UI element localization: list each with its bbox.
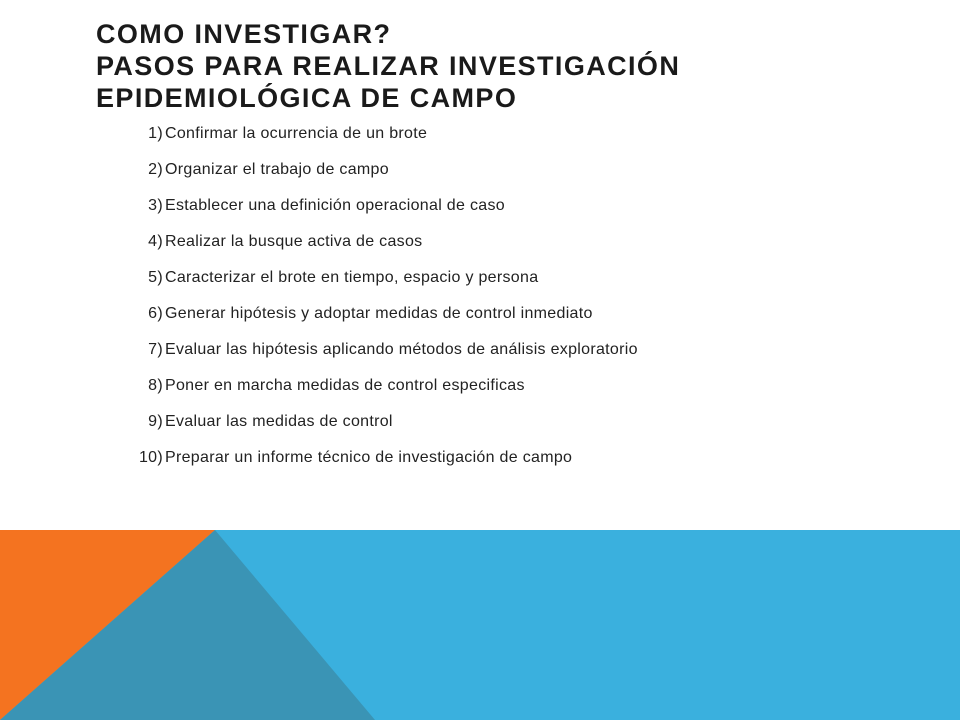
- step-text: Evaluar las hipótesis aplicando métodos de análisis exploratorio: [165, 341, 638, 358]
- step-item-9: [104, 413, 638, 449]
- step-number: 8): [148, 377, 163, 394]
- decorative-footer-shapes: [0, 530, 960, 720]
- step-item-5: [104, 269, 638, 305]
- step-text: Preparar un informe técnico de investigación de campo: [165, 449, 573, 466]
- step-number: 5): [148, 269, 163, 286]
- step-number: 2): [148, 161, 163, 178]
- step-item-6: [104, 305, 638, 341]
- step-item-10: [104, 449, 638, 485]
- step-number: 1): [148, 125, 163, 142]
- step-number: 9): [148, 413, 163, 430]
- step-text: Organizar el trabajo de campo: [165, 161, 389, 178]
- step-text: Evaluar las medidas de control: [165, 413, 393, 430]
- steps-list: [104, 125, 638, 485]
- step-number: 7): [148, 341, 163, 358]
- step-number: 4): [148, 233, 163, 250]
- slide-title: [96, 18, 896, 114]
- step-text: Poner en marcha medidas de control especificas: [165, 377, 525, 394]
- step-item-3: [104, 197, 638, 233]
- step-text: Generar hipótesis y adoptar medidas de control inmediato: [165, 305, 593, 322]
- step-text: Caracterizar el brote en tiempo, espacio y persona: [165, 269, 539, 286]
- step-item-2: [104, 161, 638, 197]
- title-line-3: EPIDEMIOLÓGICA DE CAMPO: [96, 83, 518, 113]
- title-line-2: PASOS PARA REALIZAR INVESTIGACIÓN: [96, 51, 681, 81]
- step-number: 6): [148, 305, 163, 322]
- step-item-1: [104, 125, 638, 161]
- step-text: Realizar la busque activa de casos: [165, 233, 423, 250]
- step-item-7: [104, 341, 638, 377]
- step-text: Confirmar la ocurrencia de un brote: [165, 125, 428, 142]
- title-line-1: COMO INVESTIGAR?: [96, 19, 392, 49]
- step-text: Establecer una definición operacional de caso: [165, 197, 505, 214]
- step-item-4: [104, 233, 638, 269]
- step-item-8: [104, 377, 638, 413]
- step-number: 10): [138, 449, 163, 466]
- step-number: 3): [148, 197, 163, 214]
